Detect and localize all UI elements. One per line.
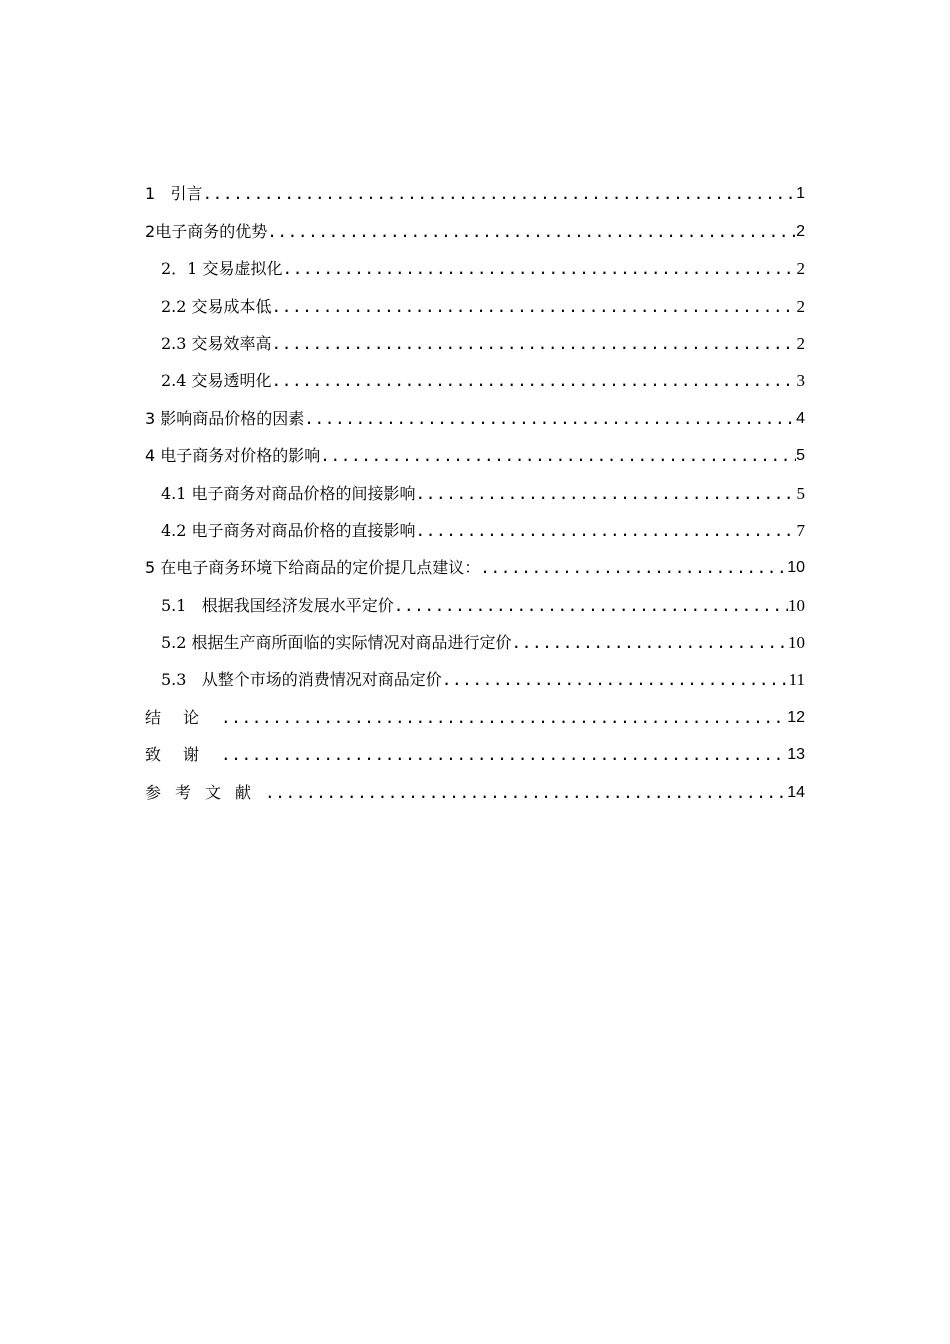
toc-entry-number: 4.2 xyxy=(161,520,192,540)
toc-entry-title: 根据生产商所面临的实际情况对商品进行定价 xyxy=(191,633,512,653)
toc-dot-leader xyxy=(480,558,787,578)
toc-dot-leader xyxy=(272,334,797,354)
toc-entry-title: 引言 xyxy=(170,184,203,204)
toc-entry[interactable] xyxy=(145,204,805,241)
toc-entry-page: 10 xyxy=(788,595,805,615)
toc-dot-leader xyxy=(416,521,797,541)
toc-dot-leader xyxy=(265,783,787,803)
toc-entry-page: 11 xyxy=(788,670,805,690)
toc-entry-number: 2.4 xyxy=(161,371,192,391)
toc-dot-leader xyxy=(442,670,789,690)
toc-dot-leader xyxy=(416,484,797,504)
toc-entry-number: 4 xyxy=(145,446,161,466)
toc-entry-title: 致谢 xyxy=(145,745,222,765)
toc-entry-title: 影响商品价格的因素 xyxy=(160,408,305,428)
toc-dot-leader xyxy=(272,371,797,391)
toc-entry-title: 电子商务对价格的影响 xyxy=(160,446,321,466)
toc-entry[interactable] xyxy=(145,242,805,279)
toc-dot-leader xyxy=(320,446,796,466)
toc-entry-number: 3 xyxy=(145,408,161,428)
toc-entry-number: 2．1 xyxy=(161,259,203,279)
toc-entry-title: 结论 xyxy=(145,707,222,727)
toc-entry-number: 1 xyxy=(145,184,171,204)
toc-entry[interactable] xyxy=(145,466,805,503)
toc-entry-page: 10 xyxy=(788,633,805,653)
toc-entry-title: 参考文献 xyxy=(145,782,266,802)
toc-entry[interactable] xyxy=(145,578,805,615)
toc-entry-number: 5.3 xyxy=(161,670,202,690)
toc-entry-number: 5.2 xyxy=(161,633,192,653)
toc-entry-title: 交易虚拟化 xyxy=(202,259,283,279)
toc-entry-page: 14 xyxy=(787,783,805,801)
toc-dot-leader xyxy=(282,259,796,279)
toc-entry-number: 5 xyxy=(145,558,161,578)
toc-entry-page: 13 xyxy=(787,746,805,764)
toc-entry-page: 5 xyxy=(796,483,805,503)
toc-entry-page: 2 xyxy=(796,333,805,353)
toc-entry[interactable] xyxy=(145,354,805,391)
toc-entry-title: 从整个市场的消费情况对商品定价 xyxy=(201,670,442,690)
toc-dot-leader xyxy=(202,184,796,204)
toc-entry-page: 5 xyxy=(796,447,805,465)
toc-entry-page: 4 xyxy=(796,409,805,427)
toc-entry-page: 2 xyxy=(796,296,805,316)
toc-entry-number: 2.2 xyxy=(161,296,192,316)
toc-entry[interactable] xyxy=(145,765,805,802)
toc-entry[interactable] xyxy=(145,391,805,428)
toc-dot-leader xyxy=(221,708,787,728)
toc-dot-leader xyxy=(304,409,796,429)
toc-entry-number: 5.1 xyxy=(161,595,202,615)
toc-entry-number: 4.1 xyxy=(161,483,192,503)
toc-entry[interactable] xyxy=(145,653,805,690)
toc-entry-number: 2.3 xyxy=(161,333,192,353)
toc-entry-title: 电子商务对商品价格的间接影响 xyxy=(191,483,416,503)
toc-entry[interactable] xyxy=(145,317,805,354)
toc-entry[interactable] xyxy=(145,690,805,727)
toc-entry-title: 电子商务对商品价格的直接影响 xyxy=(191,520,416,540)
toc-entry[interactable] xyxy=(145,167,805,204)
toc-entry-title: 交易效率高 xyxy=(191,333,272,353)
toc-entry-page: 12 xyxy=(787,708,805,726)
toc-entry-page: 2 xyxy=(796,259,805,279)
toc-entry-number: 2 xyxy=(145,221,156,241)
toc-entry-page: 1 xyxy=(796,185,805,203)
toc-dot-leader xyxy=(267,222,796,242)
toc-entry-title: 电子商务的优势 xyxy=(155,221,268,241)
toc-entry[interactable] xyxy=(145,279,805,316)
table-of-contents xyxy=(145,167,805,803)
toc-entry-title: 交易透明化 xyxy=(191,371,272,391)
toc-entry-page: 3 xyxy=(796,371,805,391)
toc-entry-page: 7 xyxy=(796,520,805,540)
toc-dot-leader xyxy=(512,633,788,653)
toc-entry-page: 2 xyxy=(796,222,805,240)
toc-entry-title: 根据我国经济发展水平定价 xyxy=(201,595,394,615)
toc-entry[interactable] xyxy=(145,429,805,466)
toc-entry[interactable] xyxy=(145,616,805,653)
toc-entry[interactable] xyxy=(145,541,805,578)
toc-entry[interactable] xyxy=(145,728,805,765)
toc-entry-page: 10 xyxy=(787,559,805,577)
toc-entry[interactable] xyxy=(145,504,805,541)
toc-dot-leader xyxy=(272,297,797,317)
toc-entry-title: 交易成本低 xyxy=(191,296,272,316)
toc-dot-leader xyxy=(221,745,787,765)
toc-entry-title: 在电子商务环境下给商品的定价提几点建议： xyxy=(160,558,481,578)
toc-dot-leader xyxy=(394,596,788,616)
